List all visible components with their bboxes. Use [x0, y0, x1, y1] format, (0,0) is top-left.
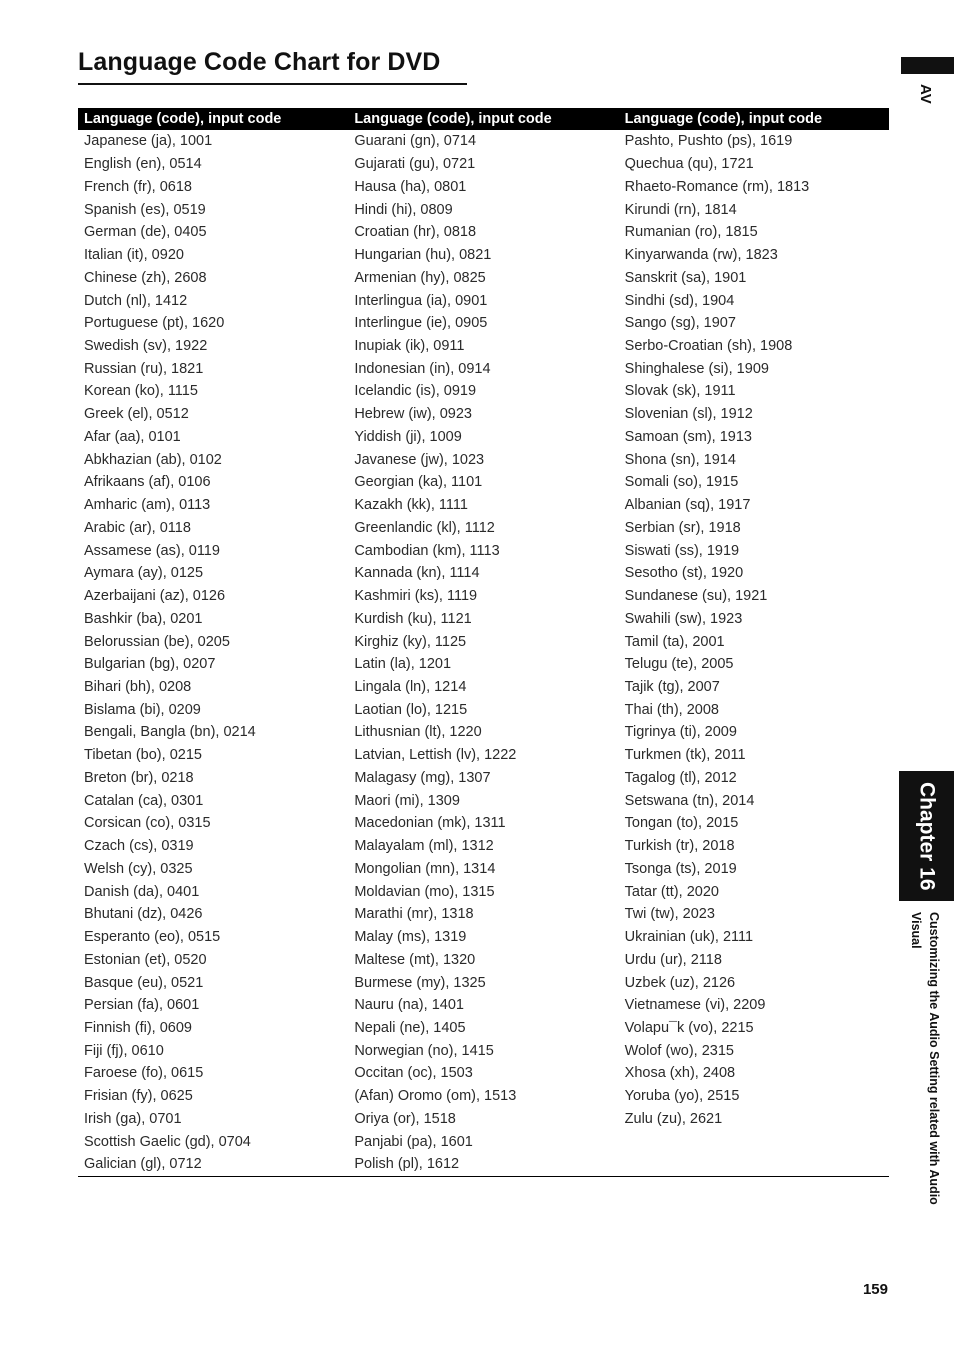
table-row [78, 198, 889, 221]
language-code-table [78, 108, 889, 1177]
table-cell: Uzbek (uz), 2126 [624, 974, 736, 991]
table-row [78, 335, 889, 358]
table-cell: Setswana (tn), 2014 [624, 792, 755, 809]
table-row [78, 903, 889, 926]
table-cell: Finnish (fi), 0609 [84, 1020, 192, 1036]
table-row [78, 471, 889, 494]
table-row [78, 948, 889, 971]
table-cell: Mongolian (mn), 1314 [354, 860, 496, 877]
table-cell [619, 1130, 889, 1153]
table-cell: Marathi (mr), 1318 [354, 906, 474, 923]
table-cell: Hungarian (hu), 0821 [354, 247, 492, 264]
table-cell: Scottish Gaelic (gd), 0704 [84, 1133, 251, 1150]
table-cell: Tibetan (bo), 0215 [84, 747, 202, 764]
table-cell: (Afan) Oromo (om), 1513 [354, 1088, 517, 1105]
table-cell: Vietnamese (vi), 2209 [624, 997, 766, 1014]
table-cell: Bislama (bi), 0209 [84, 701, 201, 718]
table-cell: Faroese (fo), 0615 [84, 1065, 204, 1082]
table-cell: Bashkir (ba), 0201 [84, 610, 203, 627]
table-cell: Sindhi (sd), 1904 [624, 292, 735, 309]
table-cell: Serbo-Croatian (sh), 1908 [624, 337, 793, 354]
table-row [78, 516, 889, 539]
table-cell: Javanese (jw), 1023 [354, 451, 485, 468]
table-cell: Oriya (or), 1518 [354, 1110, 456, 1127]
table-cell: Amharic (am), 0113 [84, 497, 211, 514]
table-cell: Kazakh (kk), 1111 [354, 497, 468, 514]
table-cell: Bhutani (dz), 0426 [84, 906, 203, 923]
column-header: Language (code), input code [348, 108, 618, 130]
table-cell: Turkish (tr), 2018 [624, 838, 735, 855]
table-cell: Belorussian (be), 0205 [84, 633, 230, 650]
table-row [78, 1017, 889, 1040]
table-row [78, 539, 889, 562]
table-row [78, 153, 889, 176]
table-row [78, 448, 889, 471]
table-cell: Urdu (ur), 2118 [624, 951, 722, 968]
table-row [78, 266, 889, 289]
table-cell: Sundanese (su), 1921 [624, 588, 768, 605]
table-cell: Georgian (ka), 1101 [354, 474, 483, 491]
table-row [78, 789, 889, 812]
table-cell: Interlingue (ie), 0905 [354, 315, 488, 332]
table-cell: Cambodian (km), 1113 [354, 542, 500, 559]
table-cell: Gujarati (gu), 0721 [354, 156, 476, 173]
table-cell: Twi (tw), 2023 [624, 906, 715, 923]
table-row [78, 1039, 889, 1062]
table-cell [619, 1153, 889, 1176]
table-header [78, 108, 889, 130]
table-cell: Corsican (co), 0315 [84, 815, 211, 832]
table-cell: German (de), 0405 [84, 224, 207, 241]
table-cell: Volapu¯k (vo), 2215 [624, 1020, 754, 1036]
table-row [78, 812, 889, 835]
table-cell: Croatian (hr), 0818 [354, 224, 477, 241]
table-cell: Malayalam (ml), 1312 [354, 838, 494, 855]
table-cell: Assamese (as), 0119 [84, 542, 220, 559]
table-cell: Somali (so), 1915 [624, 474, 739, 491]
table-cell: Estonian (et), 0520 [84, 951, 207, 968]
table-cell: Maltese (mt), 1320 [354, 951, 476, 968]
table-cell: Zulu (zu), 2621 [624, 1110, 723, 1127]
table-row [78, 607, 889, 630]
table-cell: Lingala (ln), 1214 [354, 678, 467, 695]
table-cell: English (en), 0514 [84, 156, 202, 173]
chapter-section-title: Customizing the Audio Setting related with Audio Visual [909, 912, 941, 1205]
table-cell: Chinese (zh), 2608 [84, 269, 207, 286]
table-cell: Yoruba (yo), 2515 [624, 1088, 740, 1105]
table-cell: Tigrinya (ti), 2009 [624, 724, 737, 741]
table-cell: Sesotho (st), 1920 [624, 565, 744, 582]
table-cell: Afrikaans (af), 0106 [84, 474, 211, 491]
table-cell: Burmese (my), 1325 [354, 974, 486, 991]
table-cell: Telugu (te), 2005 [624, 656, 734, 673]
table-row [78, 880, 889, 903]
table-cell: Pashto, Pushto (ps), 1619 [624, 133, 793, 150]
table-cell: Malay (ms), 1319 [354, 929, 467, 946]
table-cell: Tamil (ta), 2001 [624, 633, 725, 650]
table-row [78, 630, 889, 653]
table-cell: Moldavian (mo), 1315 [354, 883, 495, 900]
table-row [78, 312, 889, 335]
table-cell: Italian (it), 0920 [84, 247, 184, 264]
column-header: Language (code), input code [619, 108, 889, 130]
table-cell: Panjabi (pa), 1601 [354, 1133, 473, 1150]
table-row [78, 767, 889, 790]
table-cell: Kurdish (ku), 1121 [354, 610, 472, 627]
chapter-label: Chapter 16 [915, 781, 939, 891]
table-cell: Greenlandic (kl), 1112 [354, 519, 495, 536]
table-cell: Nepali (ne), 1405 [354, 1020, 466, 1036]
table-cell: Guarani (gn), 0714 [354, 133, 477, 150]
table-cell: Persian (fa), 0601 [84, 997, 200, 1014]
table-cell: Galician (gl), 0712 [78, 1153, 348, 1176]
av-label: AV [917, 84, 934, 104]
table-cell: Rumanian (ro), 1815 [624, 224, 758, 241]
table-row [78, 721, 889, 744]
table-cell: French (fr), 0618 [84, 178, 192, 195]
table-cell: Greek (el), 0512 [84, 406, 189, 423]
table-cell: Kinyarwanda (rw), 1823 [624, 247, 778, 264]
table-cell: Afar (aa), 0101 [84, 428, 181, 445]
table-cell: Korean (ko), 1115 [84, 383, 198, 400]
table-cell: Armenian (hy), 0825 [354, 269, 486, 286]
table-cell: Hausa (ha), 0801 [354, 178, 467, 195]
table-cell: Occitan (oc), 1503 [354, 1065, 473, 1082]
table-cell: Serbian (sr), 1918 [624, 519, 741, 536]
table-row [78, 835, 889, 858]
table-cell: Ukrainian (uk), 2111 [624, 929, 754, 946]
table-row [78, 1085, 889, 1108]
table-cell: Bengali, Bangla (bn), 0214 [84, 724, 256, 741]
table-cell: Macedonian (mk), 1311 [354, 815, 506, 832]
table-cell: Swedish (sv), 1922 [84, 337, 208, 354]
table-cell: Slovak (sk), 1911 [624, 383, 736, 400]
title-underline [78, 83, 467, 85]
table-cell: Kashmiri (ks), 1119 [354, 588, 478, 605]
table-cell: Yiddish (ji), 1009 [354, 428, 462, 445]
table-cell: Hindi (hi), 0809 [354, 201, 453, 218]
table-cell: Thai (th), 2008 [624, 701, 719, 718]
table-cell: Kirghiz (ky), 1125 [354, 633, 467, 650]
table-cell: Laotian (lo), 1215 [354, 701, 468, 718]
table-row [78, 357, 889, 380]
table-cell: Xhosa (xh), 2408 [624, 1065, 736, 1082]
table-cell: Tongan (to), 2015 [624, 815, 739, 832]
table-row [78, 1108, 889, 1131]
table-cell: Indonesian (in), 0914 [354, 360, 491, 377]
table-cell: Japanese (ja), 1001 [84, 133, 213, 150]
table-cell: Danish (da), 0401 [84, 883, 200, 900]
table-row [78, 1153, 889, 1176]
table-cell: Shona (sn), 1914 [624, 451, 736, 468]
table-cell: Swahili (sw), 1923 [624, 610, 743, 627]
table-cell: Albanian (sq), 1917 [624, 497, 751, 514]
table-cell: Catalan (ca), 0301 [84, 792, 204, 809]
table-row [78, 585, 889, 608]
table-cell: Tsonga (ts), 2019 [624, 860, 737, 877]
table-cell: Siswati (ss), 1919 [624, 542, 740, 559]
table-row [78, 1130, 889, 1153]
table-row [78, 676, 889, 699]
table-cell: Sanskrit (sa), 1901 [624, 269, 747, 286]
table-row [78, 994, 889, 1017]
page-number: 159 [862, 1281, 888, 1298]
column-header: Language (code), input code [78, 108, 348, 130]
table-cell: Lithusnian (lt), 1220 [354, 724, 482, 741]
table-cell: Fiji (fj), 0610 [84, 1042, 164, 1059]
table-cell: Maori (mi), 1309 [354, 792, 460, 809]
table-cell: Arabic (ar), 0118 [84, 519, 191, 536]
table-cell: Irish (ga), 0701 [84, 1110, 182, 1127]
table-cell: Tatar (tt), 2020 [624, 883, 719, 900]
table-cell: Turkmen (tk), 2011 [624, 747, 746, 764]
table-cell: Wolof (wo), 2315 [624, 1042, 734, 1059]
table-cell: Tagalog (tl), 2012 [624, 769, 737, 786]
table-cell: Sango (sg), 1907 [624, 315, 736, 332]
table-row [78, 971, 889, 994]
table-row [78, 221, 889, 244]
table-row [78, 380, 889, 403]
table-cell: Breton (br), 0218 [84, 769, 194, 786]
table-cell: Hebrew (iw), 0923 [354, 406, 472, 423]
table-cell: Latvian, Lettish (lv), 1222 [354, 747, 517, 764]
table-cell: Interlingua (ia), 0901 [354, 292, 488, 309]
table-row [78, 289, 889, 312]
table-cell: Shinghalese (si), 1909 [624, 360, 769, 377]
header-row [78, 108, 889, 130]
table-cell: Abkhazian (ab), 0102 [84, 451, 222, 468]
table-cell: Polish (pl), 1612 [348, 1153, 618, 1176]
table-cell: Portuguese (pt), 1620 [84, 315, 225, 332]
table-body [78, 130, 889, 1176]
table-row [78, 403, 889, 426]
table-cell: Quechua (qu), 1721 [624, 156, 754, 173]
table-cell: Rhaeto-Romance (rm), 1813 [624, 178, 810, 195]
table-row [78, 175, 889, 198]
table-cell: Spanish (es), 0519 [84, 201, 206, 218]
table-cell: Aymara (ay), 0125 [84, 565, 204, 582]
table-cell: Icelandic (is), 0919 [354, 383, 477, 400]
table-cell: Malagasy (mg), 1307 [354, 769, 491, 786]
table-cell: Basque (eu), 0521 [84, 974, 204, 991]
table-row [78, 653, 889, 676]
av-tab-marker [901, 57, 954, 74]
table-row [78, 562, 889, 585]
table-cell: Dutch (nl), 1412 [84, 292, 188, 309]
table-row [78, 244, 889, 267]
table-cell: Bulgarian (bg), 0207 [84, 656, 216, 673]
table-cell: Kannada (kn), 1114 [354, 565, 480, 582]
table-cell: Samoan (sm), 1913 [624, 428, 752, 445]
table-row [78, 698, 889, 721]
table-cell: Esperanto (eo), 0515 [84, 929, 221, 946]
table-cell: Inupiak (ik), 0911 [354, 337, 465, 354]
table-cell: Welsh (cy), 0325 [84, 860, 193, 877]
table-cell: Russian (ru), 1821 [84, 360, 204, 377]
table-row [78, 130, 889, 153]
table-cell: Bihari (bh), 0208 [84, 678, 192, 695]
table-row [78, 494, 889, 517]
table-row [78, 858, 889, 881]
table-row [78, 744, 889, 767]
table-cell: Tajik (tg), 2007 [624, 678, 720, 695]
page-title: Language Code Chart for DVD [78, 48, 441, 76]
table-cell: Czach (cs), 0319 [84, 838, 194, 855]
table-cell: Nauru (na), 1401 [354, 997, 464, 1014]
table-cell: Kirundi (rn), 1814 [624, 201, 737, 218]
table-row [78, 1062, 889, 1085]
table-cell: Latin (la), 1201 [354, 656, 452, 673]
table-row [78, 426, 889, 449]
table-cell: Azerbaijani (az), 0126 [84, 588, 226, 605]
table-cell: Norwegian (no), 1415 [354, 1042, 494, 1059]
table-cell: Slovenian (sl), 1912 [624, 406, 753, 423]
table-row [78, 926, 889, 949]
table-cell: Frisian (fy), 0625 [84, 1088, 193, 1105]
